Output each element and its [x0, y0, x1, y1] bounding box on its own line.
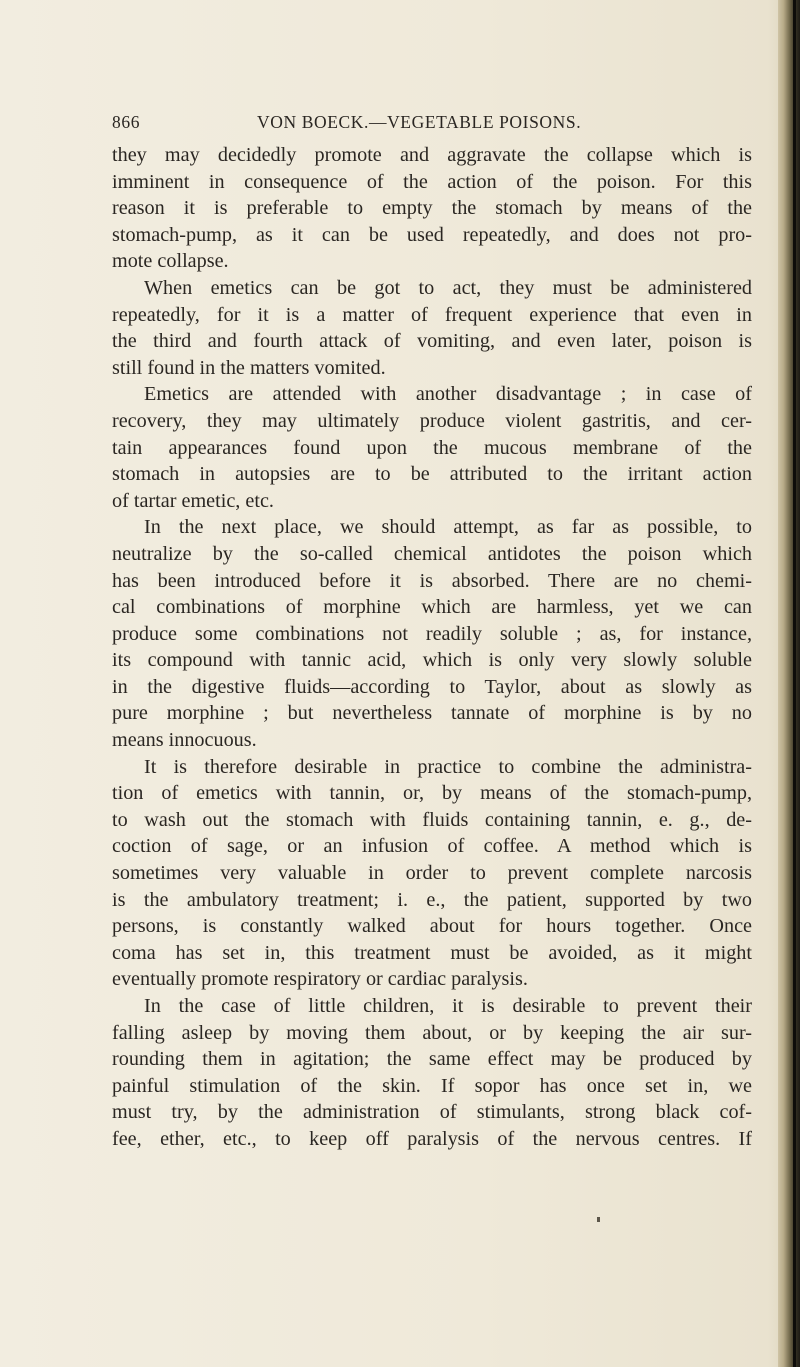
text-line: they may decidedly promote and aggravate the collapse which is	[112, 144, 752, 166]
text-line: has been introduced before it is absorbed. There are no chemi-	[112, 569, 752, 592]
text-line: means innocuous.	[112, 729, 257, 752]
text-line: tain appearances found upon the mucous membrane of the	[112, 436, 752, 459]
text-line: is the ambulatory treatment; i. e., the patient, supported by two	[112, 888, 752, 911]
text-line: eventually promote respiratory or cardiac paralysis.	[112, 968, 528, 991]
text-line: repeatedly, for it is a matter of frequent experience that even in	[112, 303, 752, 326]
text-line: Emetics are attended with another disadvantage ; in case of	[144, 383, 752, 406]
text-line: must try, by the administration of stimulants, strong black cof-	[112, 1101, 752, 1124]
text-line: pure morphine ; but nevertheless tannate of morphine is by no	[112, 702, 752, 725]
text-line: coma has set in, this treatment must be avoided, as it might	[112, 941, 752, 964]
text-line: stomach in autopsies are to be attributed to the irritant action	[112, 463, 752, 486]
text-line: reason it is preferable to empty the stomach by means of the	[112, 197, 752, 220]
page-edge-shadow	[778, 0, 800, 1367]
text-line: cal combinations of morphine which are harmless, yet we can	[112, 596, 752, 619]
text-line: neutralize by the so-called chemical antidotes the poison which	[112, 542, 752, 565]
text-line: In the case of little children, it is desirable to prevent their	[144, 995, 752, 1017]
ink-speck	[597, 1217, 600, 1222]
text-line: its compound with tannic acid, which is only very slowly soluble	[112, 649, 752, 672]
binding-edge	[793, 0, 796, 1367]
text-line: to wash out the stomach with fluids containing tannin, e. g., de-	[112, 808, 752, 831]
running-title: VON BOECK.—VEGETABLE POISONS.	[257, 112, 582, 132]
text-line: painful stimulation of the skin. If sopor has once set in, we	[112, 1074, 752, 1097]
text-line: sometimes very valuable in order to prevent complete narcosis	[112, 862, 752, 885]
text-line: In the next place, we should attempt, as far as possible, to	[144, 516, 752, 539]
running-head	[112, 112, 752, 138]
text-line: stomach-pump, as it can be used repeatedly, and does not pro-	[112, 223, 752, 246]
text-line: still found in the matters vomited.	[112, 356, 386, 379]
text-line: recovery, they may ultimately produce violent gastritis, and cer-	[112, 409, 752, 432]
text-line: of tartar emetic, etc.	[112, 489, 274, 512]
text-line: the third and fourth attack of vomiting, and even later, poison is	[112, 330, 752, 353]
text-line: mote collapse.	[112, 250, 229, 273]
text-line: persons, is constantly walked about for hours together. Once	[112, 915, 752, 938]
page-number: 866	[112, 112, 141, 132]
text-line: coction of sage, or an infusion of coffee. A method which is	[112, 835, 752, 858]
text-line: It is therefore desirable in practice to combine the administra-	[144, 755, 752, 778]
text-line: in the digestive fluids—according to Taylor, about as slowly as	[112, 675, 752, 698]
text-line: falling asleep by moving them about, or by keeping the air sur-	[112, 1021, 752, 1044]
text-line: produce some combinations not readily soluble ; as, for instance,	[112, 622, 752, 645]
body-text	[112, 142, 752, 1153]
text-line: rounding them in agitation; the same effect may be produced by	[112, 1048, 752, 1071]
text-line: When emetics can be got to act, they must be administered	[144, 276, 752, 299]
text-line: fee, ether, etc., to keep off paralysis of the nervous centres. If	[112, 1127, 752, 1150]
text-line: tion of emetics with tannin, or, by means of the stomach-pump,	[112, 782, 752, 805]
text-line: imminent in consequence of the action of the poison. For this	[112, 170, 752, 193]
